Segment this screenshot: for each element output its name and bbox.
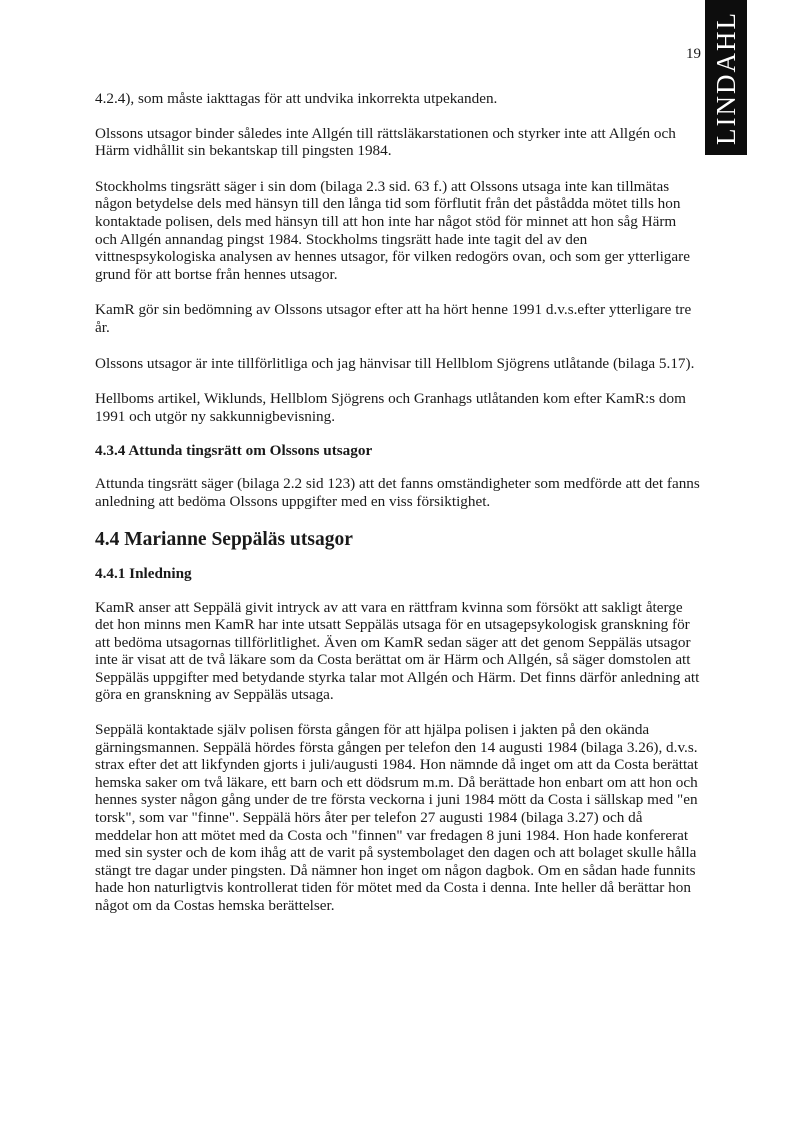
paragraph: Seppälä kontaktade själv polisen första gången för att hjälpa polisen i jakten på den okända gärningsmannen. Seppälä hördes första gången per telefon den 14 augusti 1984 (bilaga 3.26), d.v.s. strax efter det att likfynden gjorts i juli/augusti 1984. Hon nämnde då inget om att da Costa berättat hemska saker om två läkare, ett barn och ett dödsrum m.m. Då berättade hon enbart om att hon och hennes syster någon gång under de tre första veckorna i juni 1984 mött da Costa i sällskap med "en torsk", som var "finne". Seppälä hörs åter per telefon 27 augusti 1984 (bilaga 3.27) och då meddelar hon att mötet med da Costa och "finnen" var fredagen 8 juni 1984. Hon hade konfererat med sin syster och de kom ihåg att de varit på systembolaget den dagen och att bolaget skulle hålla stängt tre dagar under pingsten. Då nämner hon inget om någon dagbok. Om en sådan hade funnits hade hon naturligtvis kontrollerat tiden för mötet med da Costa i denna. Inte heller då berättar hon något om da Costas hemska berättelser. — [95, 721, 699, 914]
paragraph: Olssons utsagor binder således inte Allgén till rättsläkarstationen och styrker inte att Allgén och Härm vidhållit sin bekantskap till pingsten 1984. — [95, 124, 676, 160]
page-number: 19 — [686, 46, 701, 62]
paragraph: KamR anser att Seppälä givit intryck av att vara en rättfram kvinna som försökt att sakligt återge det hon minns men KamR har inte utsatt Seppäläs utsaga för en utsagepsykologisk granskning för att bedöma utsagornas tillförlitlighet. Även om KamR sedan säger att det genom Seppäläs utsagor inte är visat att de två läkare som da Costa berättat om är Härm och Allgén, så säger domstolen att Seppäläs uppgifter med betydande styrka talar mot Allgén och Härm. Det finns därför anledning att göra en granskning av Seppäläs utsaga. — [95, 598, 700, 704]
side-tab-label: LINDAHL — [710, 10, 741, 145]
section-heading: 4.3.4 Attunda tingsrätt om Olssons utsagor — [95, 442, 373, 460]
paragraph: KamR gör sin bedömning av Olssons utsagor efter att ha hört henne 1991 d.v.s.efter ytterligare tre år. — [95, 301, 692, 336]
paragraph: Stockholms tingsrätt säger i sin dom (bilaga 2.3 sid. 63 f.) att Olssons utsaga inte kan tillmätas någon betydelse dels med hänsyn till den långa tid som förflutit från det påstådda mötet tills hon kontaktade polisen, dels med hänsyn till att hon inte har något stöd för minnet att hon såg Härm och Allgén annandag pingst 1984. Stockholms tingsrätt hade inte tagit del av den vittnespsykologiska analysen av hennes utsagor, för vilken redogörs ovan, och som ger ytterligare grund för att bortse från hennes utsagor. — [95, 177, 690, 283]
paragraph: Attunda tingsrätt säger (bilaga 2.2 sid 123) att det fanns omständigheter som medförde att det fanns anledning att bedöma Olssons uppgifter med en viss försiktighet. — [95, 475, 700, 510]
section-heading: 4.4 Marianne Seppäläs utsagor — [95, 528, 353, 550]
document-body — [95, 90, 700, 915]
paragraph: Olssons utsagor är inte tillförlitliga och jag hänvisar till Hellblom Sjögrens utlåtande (bilaga 5.17). — [95, 354, 695, 372]
subsection-heading: 4.4.1 Inledning — [95, 564, 192, 582]
paragraph: Hellboms artikel, Wiklunds, Hellblom Sjögrens och Granhags utlåtanden kom efter KamR:s dom 1991 och utgör ny sakkunnigbevisning. — [95, 390, 686, 425]
author-side-tab — [705, 0, 747, 155]
paragraph: 4.2.4), som måste iakttagas för att undvika inkorrekta utpekanden. — [95, 90, 498, 107]
